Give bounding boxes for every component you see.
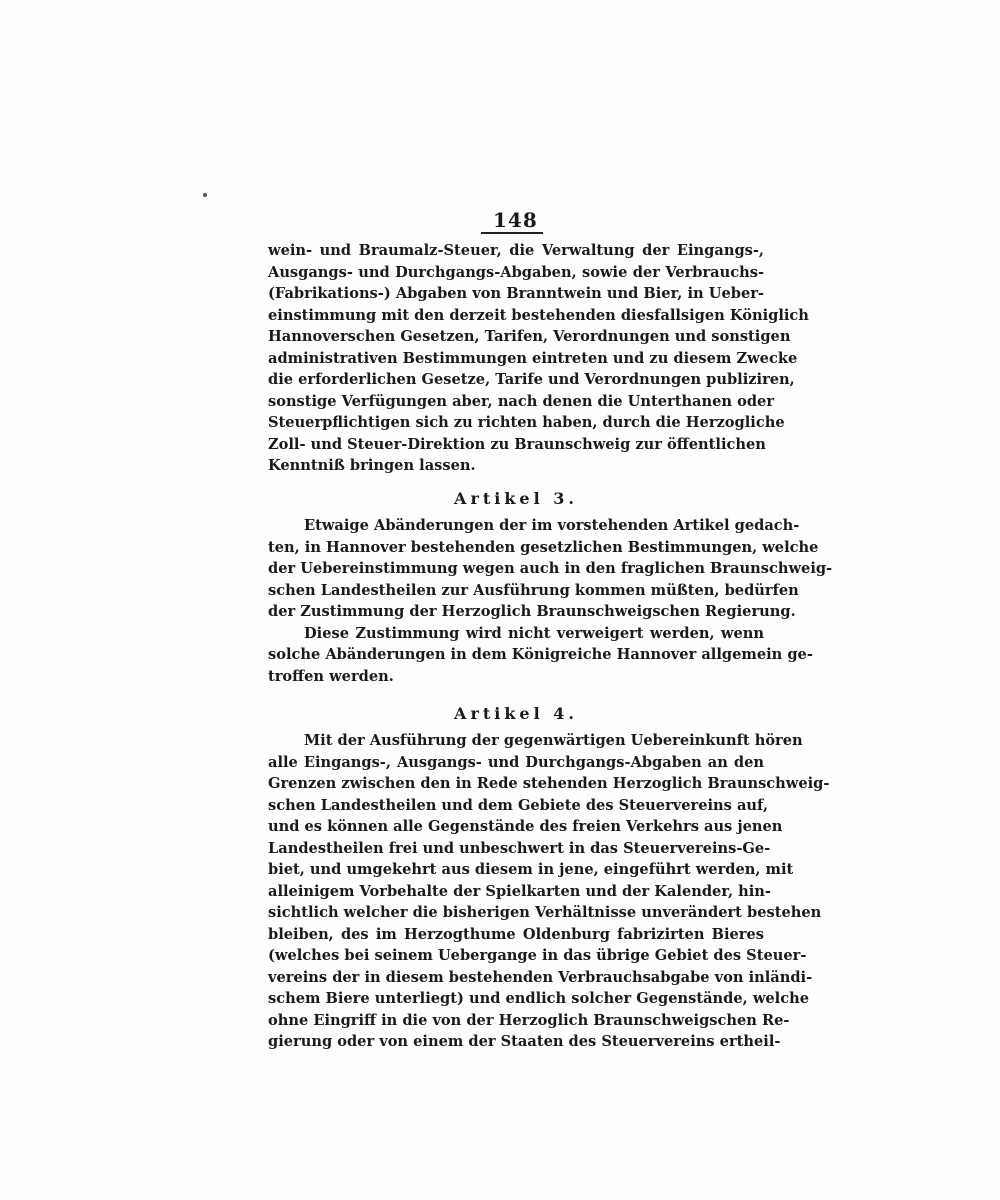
dust-speck — [203, 193, 207, 197]
text-line: vereins der in diesem bestehenden Verbrauchsabgabe von inländi- — [268, 968, 813, 986]
text-line: ten, in Hannover bestehenden gesetzlichen Bestimmungen, welche — [268, 538, 819, 556]
text-line: Landestheilen frei und unbeschwert in das Steuervereins-Ge- — [268, 839, 771, 857]
text-line: schem Biere unterliegt) und endlich solcher Gegenstände, welche — [268, 990, 809, 1007]
text-line: gierung oder von einem der Staaten des Steuervereins ertheil- — [268, 1033, 781, 1050]
text-line: Mit der Ausführung der gegenwärtigen Uebereinkunft hören — [304, 732, 803, 749]
text-line: Etwaige Abänderungen der im vorstehenden Artikel gedach- — [304, 517, 800, 534]
text-line: Kenntniß bringen lassen. — [268, 457, 476, 474]
paragraph-continuation — [268, 240, 809, 477]
text-line: (welches bei seinem Uebergange in das übrige Gebiet des Steuer- — [268, 947, 807, 964]
text-line: der Zustimmung der Herzoglich Braunschweigschen Regierung. — [268, 603, 796, 620]
article-4-body — [268, 730, 830, 1053]
header-rule — [481, 232, 543, 234]
text-line: die erforderlichen Gesetze, Tarife und Verordnungen publiziren, — [268, 371, 795, 388]
text-line: Diese Zustimmung wird nicht verweigert werden, wenn — [304, 624, 764, 642]
text-line: alleinigem Vorbehalte der Spielkarten und der Kalender, hin- — [268, 882, 771, 900]
text-line: wein- und Braumalz-Steuer, die Verwaltung der Eingangs-, — [268, 242, 764, 259]
text-line: sichtlich welcher die bisherigen Verhältnisse unverändert bestehen — [268, 904, 822, 921]
text-line: Zoll- und Steuer-Direktion zu Braunschweig zur öffentlichen — [268, 435, 766, 453]
text-line: (Fabrikations-) Abgaben von Branntwein und Bier, in Ueber- — [268, 285, 764, 302]
text-line: Hannoverschen Gesetzen, Tarifen, Verordnungen und sonstigen — [268, 328, 791, 345]
article-3-heading: Artikel 3. — [454, 489, 578, 508]
text-line: und es können alle Gegenstände des freien Verkehrs aus jenen — [268, 818, 783, 835]
text-line: ohne Eingriff in die von der Herzoglich Braunschweigschen Re- — [268, 1011, 790, 1029]
text-line: bleiben, des im Herzogthume Oldenburg fabrizirten Bieres — [268, 925, 764, 943]
text-line: sonstige Verfügungen aber, nach denen die Unterthanen oder — [268, 392, 775, 410]
text-line: schen Landestheilen und dem Gebiete des Steuervereins auf, — [268, 796, 769, 814]
text-line: alle Eingangs-, Ausgangs- und Durchgangs-Abgaben an den — [268, 753, 764, 771]
text-line: schen Landestheilen zur Ausführung kommen müßten, bedürfen — [268, 581, 799, 599]
article-4-heading: Artikel 4. — [454, 704, 578, 723]
text-line: einstimmung mit den derzeit bestehenden diesfallsigen Königlich — [268, 306, 809, 324]
text-line: der Uebereinstimmung wegen auch in den fraglichen Braunschweig- — [268, 560, 833, 577]
text-line: Steuerpflichtigen sich zu richten haben, durch die Herzogliche — [268, 414, 785, 431]
text-line: Grenzen zwischen den in Rede stehenden Herzoglich Braunschweig- — [268, 775, 830, 792]
text-line: Ausgangs- und Durchgangs-Abgaben, sowie der Verbrauchs- — [268, 263, 764, 281]
page-number: 148 — [493, 208, 538, 232]
text-line: administrativen Bestimmungen eintreten und zu diesem Zwecke — [268, 349, 798, 367]
text-line: troffen werden. — [268, 667, 394, 685]
article-3-body — [268, 515, 833, 687]
text-line: biet, und umgekehrt aus diesem in jene, eingeführt werden, mit — [268, 861, 794, 878]
text-line: solche Abänderungen in dem Königreiche Hannover allgemein ge- — [268, 646, 813, 663]
